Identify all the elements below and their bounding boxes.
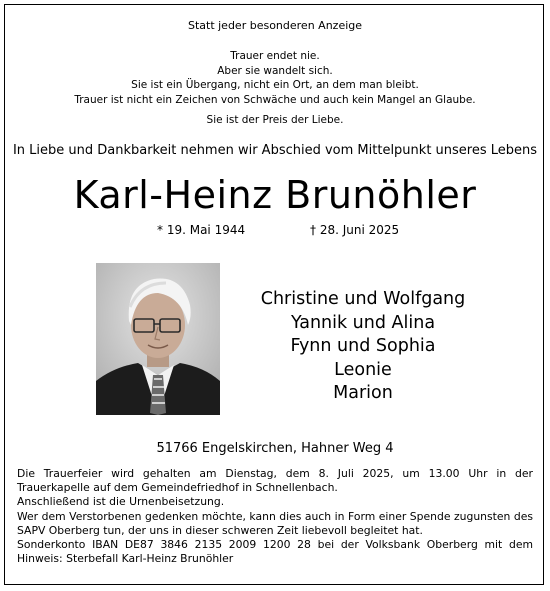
death-date: † 28. Juni 2025 [310, 223, 400, 237]
birth-date: * 19. Mai 1944 [157, 223, 246, 237]
family-member: Yannik und Alina [290, 312, 436, 333]
poem-line: Aber sie wandelt sich. [217, 64, 333, 77]
paragraph-bank-account: Sonderkonto IBAN DE87 3846 2135 2009 1200 28 bei der Volksbank Oberberg mit dem Hinweis: Sterbefall Karl-Heinz Brunöhler [17, 538, 533, 566]
poem-line: Trauer endet nie. [230, 50, 320, 62]
address: 51766 Engelskirchen, Hahner Weg 4 [156, 441, 394, 456]
intro-line: In Liebe und Dankbarkeit nehmen wir Abschied vom Mittelpunkt unseres Lebens [12, 143, 538, 158]
family-member: Marion [333, 383, 393, 403]
paragraph-burial: Anschließend ist die Urnenbeisetzung. [17, 495, 225, 509]
poem [5, 49, 545, 128]
portrait-illustration [96, 263, 220, 415]
funeral-details [17, 467, 533, 566]
life-dates [5, 223, 545, 239]
poem-line: Sie ist der Preis der Liebe. [206, 114, 344, 126]
family-list [213, 288, 513, 406]
deceased-name: Karl-Heinz Brunöhler [73, 173, 477, 217]
family-member: Leonie [334, 359, 392, 380]
family-member: Christine und Wolfgang [260, 289, 466, 309]
poem-line: Trauer ist nicht ein Zeichen von Schwäche und auch kein Mangel an Glaube. [74, 93, 476, 106]
poem-line: Sie ist ein Übergang, nicht ein Ort, an dem man bleibt. [131, 79, 419, 91]
paragraph-ceremony: Die Trauerfeier wird gehalten am Dienstag, dem 8. Juli 2025, um 13.00 Uhr in der Trauerkapelle auf dem Gemeindefriedhof in Schnellenbach. [17, 467, 533, 495]
family-member: Fynn und Sophia [290, 336, 436, 356]
portrait-photo [96, 263, 220, 415]
paragraph-donation: Wer dem Verstorbenen gedenken möchte, kann dies auch in Form einer Spende zugunsten des SAPV Oberberg tun, der uns in dieser schweren Zeit liebevoll begleitet hat. [17, 509, 533, 537]
obituary-notice [4, 4, 544, 585]
header-line: Statt jeder besonderen Anzeige [187, 19, 363, 32]
